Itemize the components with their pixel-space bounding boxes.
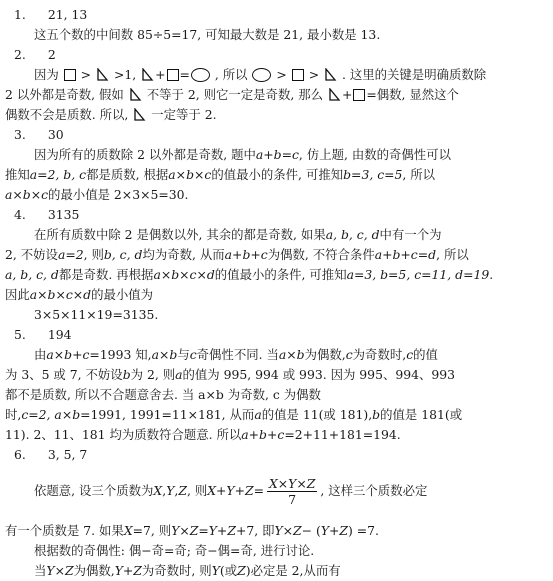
text-run: 的值是 11(或 181), — [261, 407, 373, 422]
text-run: 一定等于 2. — [151, 107, 217, 122]
text-run: =偶数, 显然这个 — [366, 87, 459, 102]
text-run: , 所以 — [402, 167, 436, 182]
triangle-symbol — [129, 88, 142, 101]
math-run: a×b×c — [5, 187, 49, 202]
math-run: c — [406, 347, 414, 362]
text-run: ) =7. — [347, 523, 379, 538]
fraction-numerator: X×Y×Z — [268, 476, 316, 491]
text-run: 的最小值为 — [91, 287, 154, 302]
paragraph-line — [34, 26, 380, 44]
item-answer: 30 — [47, 127, 64, 142]
math-run: a=2 — [57, 247, 84, 262]
paragraph-line — [34, 474, 427, 508]
item-answer: 3135 — [47, 207, 80, 222]
text-run: +7, 即 — [235, 523, 275, 538]
text-run: 奇偶性不同. 当 — [196, 347, 279, 362]
item-3-header — [14, 126, 64, 144]
math-run: Z — [237, 563, 246, 578]
text-run: 因为 — [34, 67, 59, 82]
square-symbol — [353, 89, 365, 101]
item-number: 5. — [14, 327, 26, 342]
paragraph-line — [5, 366, 455, 384]
text-run: 都是奇数. 再根据 — [58, 267, 154, 282]
text-run: 为 3、5 或 7, 不妨设 — [5, 367, 123, 382]
math-run: Y+Z — [114, 563, 142, 578]
math-run: a×b×c×d — [153, 267, 215, 282]
paragraph-line — [34, 346, 438, 364]
item-6-header — [14, 446, 87, 464]
math-run: a+b+c — [241, 427, 285, 442]
text-run: , — [162, 483, 167, 498]
item-number: 4. — [14, 207, 26, 222]
math-run: b — [372, 407, 381, 422]
item-answer: 194 — [47, 327, 72, 342]
text-run: 为奇数时, 则 — [141, 563, 212, 578]
paragraph-line — [5, 246, 469, 264]
paragraph-line — [5, 186, 188, 204]
triangle-symbol — [96, 68, 109, 81]
math-run: Y — [166, 483, 175, 498]
text-run: 2 以外都是奇数, 假如 — [5, 87, 124, 102]
math-run: a, b, c, d — [5, 267, 59, 282]
text-run: 均为奇数, 从而 — [142, 247, 225, 262]
paragraph-line — [34, 562, 341, 580]
text-run: 在所有质数中除 2 是偶数以外, 其余的都是奇数, 如果 — [34, 227, 326, 242]
paragraph-line — [5, 386, 321, 404]
square-symbol — [167, 69, 179, 81]
text-run: 的值最小的条件, 可推知 — [211, 167, 344, 182]
math-run: X — [123, 523, 133, 538]
text-run: . 这里的关键是明确质数除 — [341, 67, 487, 82]
text-run: 都不是质数, 所以不合题意舍去. 当 a×b 为奇数, c 为偶数 — [5, 387, 321, 402]
text-run: 都是质数, 根据 — [86, 167, 169, 182]
text-run: 当 — [34, 563, 47, 578]
paragraph-line — [5, 106, 217, 124]
text-run: =1991, 1991=11×181, 从而 — [80, 407, 255, 422]
circle-symbol — [191, 68, 210, 82]
paragraph-line — [5, 286, 153, 304]
paragraph-line — [5, 266, 493, 284]
text-run: (或 — [219, 563, 238, 578]
math-run: X — [153, 483, 163, 498]
text-run: , 所以 — [214, 67, 248, 82]
math-run: b — [122, 367, 131, 382]
item-number: 2. — [14, 47, 26, 62]
text-run: 偶数不会是质数. 所以, — [5, 107, 129, 122]
math-run: c — [189, 347, 197, 362]
text-run: . — [489, 267, 494, 282]
paragraph-line — [5, 426, 401, 444]
math-run: c=2, a×b — [21, 407, 81, 422]
text-run: 依题意, 设三个质数为 — [34, 483, 154, 498]
item-answer: 2 — [47, 47, 56, 62]
triangle-symbol — [324, 68, 337, 81]
text-run: 与 — [177, 347, 190, 362]
math-run: a×b×c — [168, 167, 212, 182]
text-run: , — [174, 483, 179, 498]
math-run: a — [254, 407, 262, 422]
item-number: 6. — [14, 447, 26, 462]
text-run: 有一个质数是 7. 如果 — [5, 523, 124, 538]
text-run: 因为所有的质数除 2 以外都是奇数, 题中 — [34, 147, 256, 162]
text-run: 这五个数的中间数 85÷5=17, 可知最大数是 21, 最小数是 13. — [34, 27, 381, 42]
text-run: , 则 — [83, 247, 104, 262]
triangle-symbol — [133, 108, 146, 121]
item-1-header — [14, 6, 87, 24]
text-run: 由 — [34, 347, 47, 362]
math-run: a×b — [278, 347, 305, 362]
paragraph-line: 2 以外都是奇数, 假如 不等于 2, 则它一定是奇数, 那么 + =偶数, 显然这个 — [5, 87, 459, 102]
math-run: a×b+c — [46, 347, 90, 362]
paragraph-line — [5, 166, 435, 184]
text-run: , 则 — [186, 483, 208, 498]
text-run: 为偶数, — [73, 563, 115, 578]
text-run: 的值最小的条件, 可推知 — [214, 267, 347, 282]
text-run: 的值 — [413, 347, 438, 362]
circle-symbol — [252, 68, 271, 82]
math-run: Y — [211, 563, 220, 578]
text-run: =7, 则 — [132, 523, 172, 538]
paragraph-line — [34, 306, 158, 324]
text-run: 2, 不妨设 — [5, 247, 58, 262]
math-run: Y×Z — [46, 563, 74, 578]
text-run: 为偶数, — [304, 347, 346, 362]
paragraph-line: 因为 > >1, + = , 所以 > > . 这里的关键是明确质数除 — [34, 67, 487, 82]
paragraph-line — [5, 406, 462, 424]
item-5-header — [14, 326, 71, 344]
math-run: Y×Z=Y+Z — [171, 523, 236, 538]
math-run: a+b=c — [255, 147, 299, 162]
paragraph-line — [34, 542, 314, 560]
math-run: a=2, b, c — [29, 167, 87, 182]
math-run: X+Y+Z — [207, 483, 254, 498]
paragraph-line — [34, 226, 442, 244]
math-run: a+b+c=d — [374, 247, 437, 262]
square-symbol — [292, 69, 304, 81]
triangle-symbol — [141, 68, 154, 81]
text-run: =1993 知, — [89, 347, 152, 362]
text-run: )必定是 2,从而有 — [245, 563, 341, 578]
math-run: Y×Z — [274, 523, 302, 538]
math-run: a — [175, 367, 183, 382]
math-run: a×b×c×d — [29, 287, 92, 302]
math-run: a, b, c, d — [325, 227, 380, 242]
text-run: >1, — [113, 67, 137, 82]
text-run: − ( — [301, 523, 321, 538]
math-run: b=3, c=5 — [343, 167, 403, 182]
text-run: , 这样三个质数必定 — [320, 483, 428, 498]
paragraph-line — [5, 522, 379, 540]
text-run: , 仿上题, 由数的奇偶性可以 — [298, 147, 451, 162]
text-run: 的值是 181(或 — [380, 407, 463, 422]
math-run: a×b — [151, 347, 178, 362]
item-number: 3. — [14, 127, 26, 142]
fraction — [267, 476, 317, 507]
item-2-header — [14, 46, 56, 64]
text-run: 的值为 995, 994 或 993. 因为 995、994、993 — [182, 367, 456, 382]
text-run: 的最小值是 2×3×5=30. — [48, 187, 189, 202]
text-run: = — [253, 483, 264, 498]
math-run: Z — [178, 483, 187, 498]
text-run: 为偶数, 不符合条件 — [267, 247, 375, 262]
math-run: c — [345, 347, 353, 362]
text-run: 因此 — [5, 287, 30, 302]
item-4-header — [14, 206, 79, 224]
text-run: , 所以 — [436, 247, 469, 262]
text-run: 11). 2、11、181 均为质数符合题意. 所以 — [5, 427, 242, 442]
square-symbol — [64, 69, 76, 81]
text-run: 时, — [5, 407, 22, 422]
paragraph-line — [34, 146, 451, 164]
item-answer: 3, 5, 7 — [47, 447, 88, 462]
text-run: 为 2, 则 — [130, 367, 176, 382]
text-run: 3×5×11×19=3135. — [34, 307, 159, 322]
triangle-symbol — [328, 88, 341, 101]
math-run: a=3, b=5, c=11, d=19 — [346, 267, 490, 282]
math-run: b, c, d — [103, 247, 143, 262]
text-run: 中有一个为 — [379, 227, 442, 242]
text-run: 不等于 2, 则它一定是奇数, 那么 — [146, 87, 323, 102]
math-run: Y+Z — [320, 523, 348, 538]
text-run: =2+11+181=194. — [284, 427, 401, 442]
text-run: 推知 — [5, 167, 30, 182]
item-number: 1. — [14, 7, 26, 22]
text-run: 根据数的奇偶性: 偶−奇=奇; 奇−偶=奇, 进行讨论. — [34, 543, 315, 558]
item-answer: 21, 13 — [47, 7, 88, 22]
fraction-denominator: 7 — [288, 492, 297, 507]
text-run: 为奇数时, — [352, 347, 407, 362]
math-run: a+b+c — [224, 247, 268, 262]
